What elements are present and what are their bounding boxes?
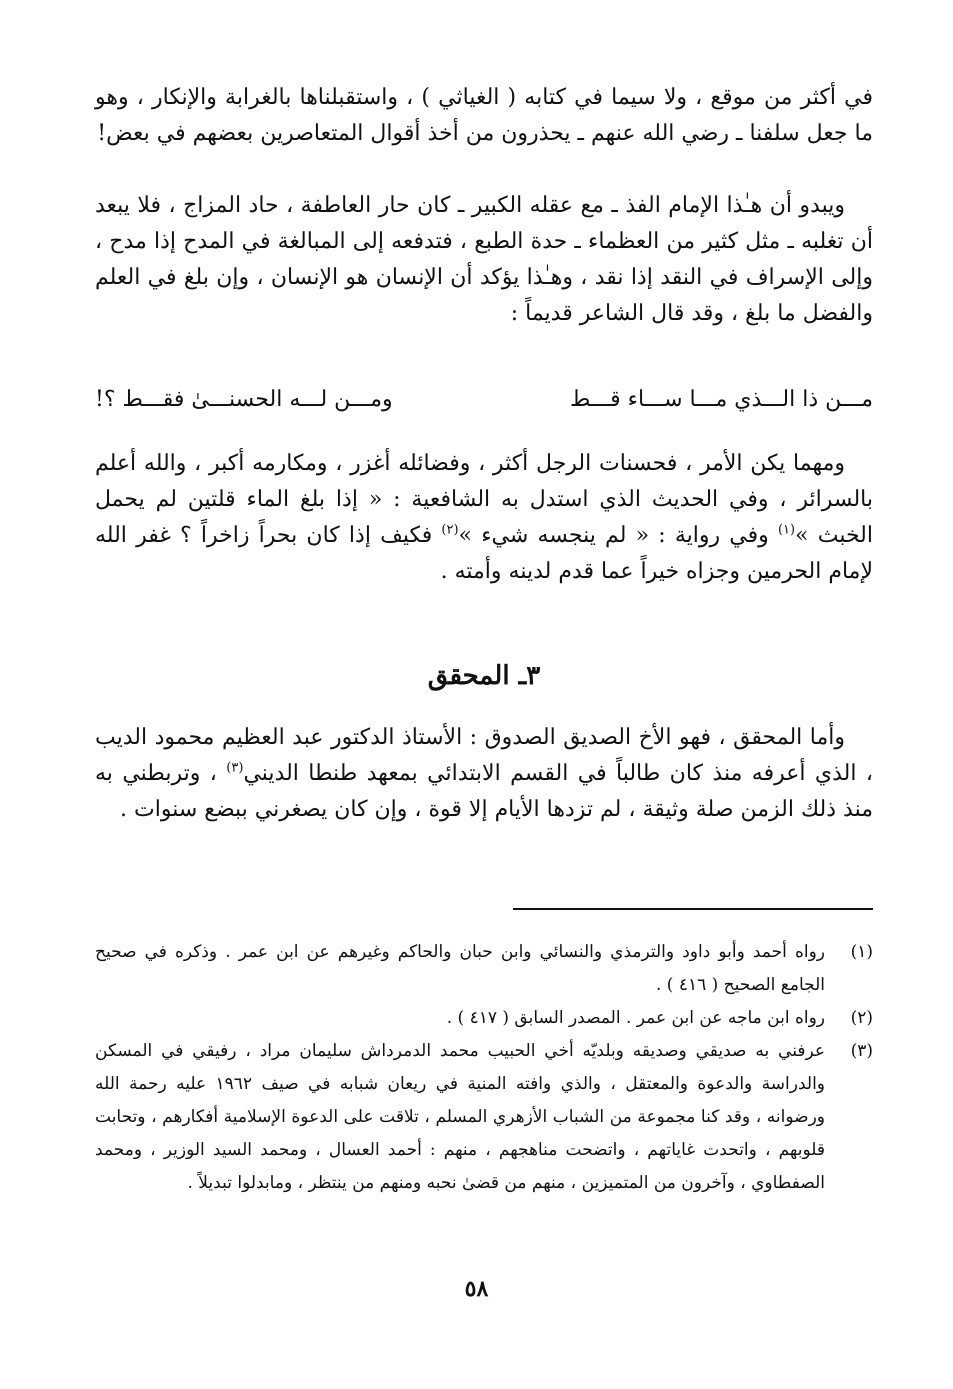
paragraph-3-part-a: ومهما يكن الأمر ، فحسنات الرجل أكثر ، وفضائله أغزر ، ومكارمه أكبر ، والله أعلم بالسرائر ، وفي الحديث الذي استدل به الشافعية : « إذا بلغ الماء قلتين لم يحمل الخبث » (95, 451, 873, 548)
paragraph (95, 720, 873, 828)
poem-second-hemistich: ومـــن لـــه الحسنـــىٰ فقـــط ؟! (95, 387, 393, 412)
paragraph-3-part-c: فكيف إذا كان بحراً زاخراً ؟ غفر الله لإمام الحرمين وجزاه خيراً عما قدم لدينه وأمته . (95, 523, 873, 584)
footnote (95, 1002, 873, 1035)
paragraph-3-text (95, 446, 873, 590)
paragraph (95, 188, 873, 332)
footnote-text: عرفني به صديقي وصديقه وبلديّه أخي الحبيب محمد الدمرداش سليمان مراد ، رفيقي في المسكن والدراسة والدعوة والمعتقل ، والذي وافته المنية في ريعان شبابه في صيف ١٩٦٢ عليه رحمة الله ورضوانه ، وقد كنا مجموعة من الشباب الأزهري المسلم ، تلاقت على الدعوة الإسلامية أفكارهم ، وتحابت قلوبهم ، واتحدت غاياتهم ، واتضحت مناهجهم ، منهم : أحمد العسال ، ومحمد السيد الوزير ، ومحمد الصفطاوي ، وآخرون من المتميزين ، منهم من قضىٰ نحبه ومنهم من ينتظر ، ومابدلوا تبديلاً . (95, 1041, 825, 1193)
paragraph-1-text: في أكثر من موقع ، ولا سيما في كتابه ( الغياثي ) ، واستقبلناها بالغرابة والإنكار ، وهو ما جعل سلفنا ـ رضي الله عنهم ـ يحذرون من أخذ أقوال المتعاصرين بعضهم في بعض! (95, 85, 873, 146)
poem-verse (95, 380, 873, 420)
footnote (95, 936, 873, 1002)
paragraph-4-part-a: وأما المحقق ، فهو الأخ الصديق الصدوق : الأستاذ الدكتور عبد العظيم محمود الديب ، الذي أعرفه منذ كان طالباً في القسم الابتدائي بمعهد طنطا الديني (95, 725, 873, 786)
paragraph-2-text: ويبدو أن هـٰذا الإمام الفذ ـ مع عقله الكبير ـ كان حار العاطفة ، حاد المزاج ، فلا يبعد أن تغلبه ـ مثل كثير من العظماء ـ حدة الطبع ، فتدفعه إلى المبالغة في المدح إذا مدح ، وإلى الإسراف في النقد إذا نقد ، وهـٰذا يؤكد أن الإنسان هو الإنسان ، وإن بلغ في العلم والفضل ما بلغ ، وقد قال الشاعر قديماً : (95, 193, 873, 326)
poem-first-hemistich: مـــن ذا الـــذي مـــا ســـاء قـــط (569, 387, 873, 412)
section-heading: ٣ـ المحقق (427, 661, 541, 691)
footnote-number: (٢) (850, 1008, 873, 1028)
footnote-number: (٣) (850, 1041, 873, 1061)
footnote (95, 1035, 873, 1200)
footnote-text: رواه أحمد وأبو داود والترمذي والنسائي وابن حبان والحاكم وغيرهم عن ابن عمر . وذكره في صحيح الجامع الصحيح ( ٤١٦ ) . (95, 942, 825, 995)
footnote-text: رواه ابن ماجه عن ابن عمر . المصدر السابق ( ٤١٧ ) . (446, 1008, 825, 1028)
footnote-ref-1: (١) (777, 522, 796, 538)
footnote-separator (513, 908, 873, 910)
page-number: ٥٨ (464, 1276, 489, 1302)
paragraph (95, 80, 873, 152)
footnotes (95, 936, 873, 1200)
footnote-ref-3: (٣) (226, 760, 244, 776)
paragraph-3-part-b: وفي رواية : « لم ينجسه شيء » (458, 523, 778, 548)
footnote-number: (١) (850, 942, 873, 962)
paragraph-4-text (95, 720, 873, 828)
paragraph (95, 446, 873, 590)
footnote-ref-2: (٢) (441, 522, 459, 538)
paragraph-4-part-b: ، وتربطني به منذ ذلك الزمن صلة وثيقة ، لم تزدها الأيام إلا قوة ، وإن كان يصغرني ببضع سنوات . (95, 761, 873, 822)
